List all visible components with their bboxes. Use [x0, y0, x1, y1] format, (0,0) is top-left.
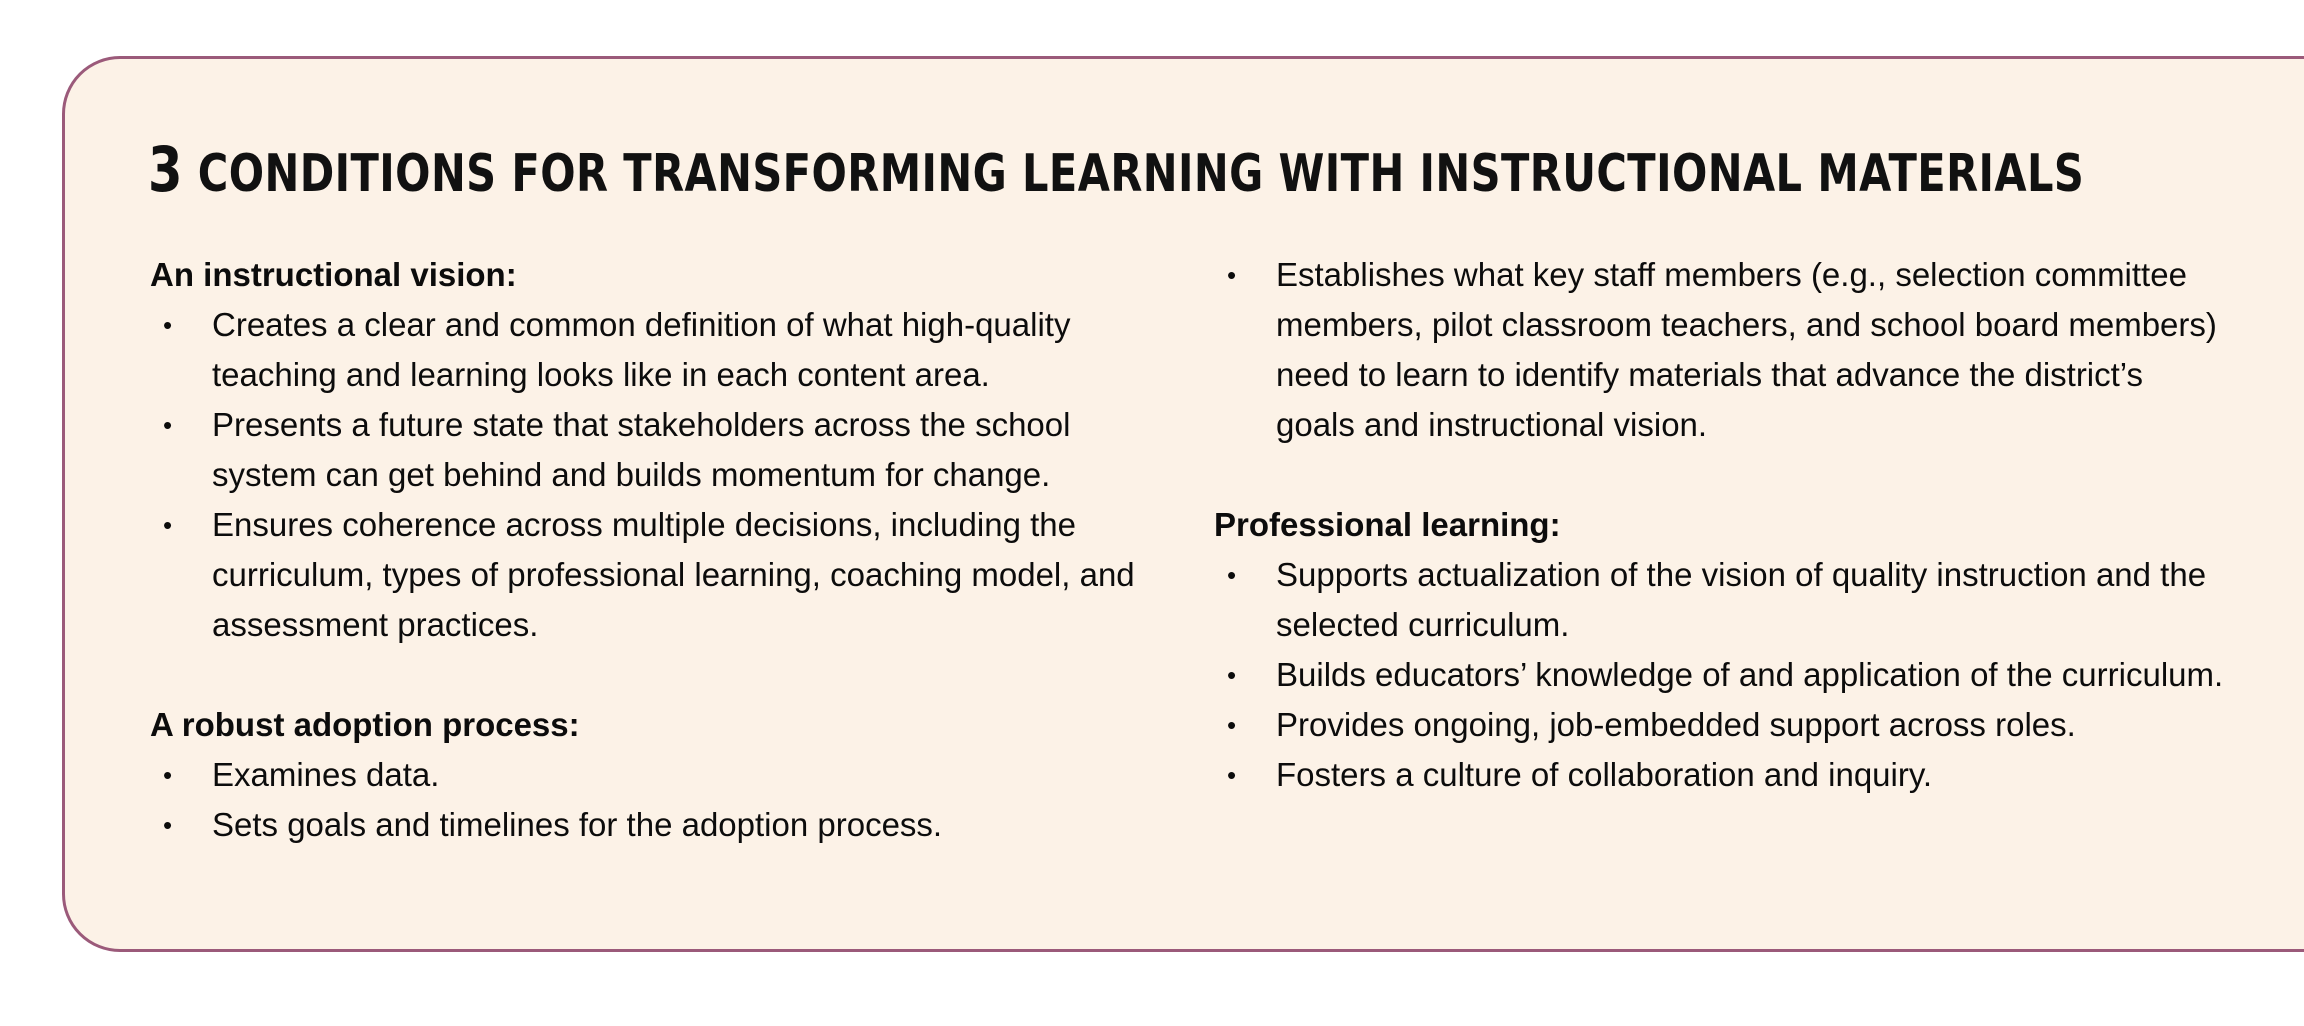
title-number: 3	[148, 133, 183, 206]
list-item-text: Builds educators’ knowledge of and application of the curriculum.	[1276, 656, 2224, 693]
list-item-text: Supports actualization of the vision of quality instruction and the selected curriculum.	[1276, 556, 2207, 643]
list-item	[1214, 550, 2224, 650]
list-item-text: Presents a future state that stakeholders across the school system can get behind and builds momentum for change.	[212, 406, 1071, 493]
list-item-text: Examines data.	[212, 756, 440, 793]
list-item	[1214, 700, 2224, 750]
left-column	[150, 250, 1170, 900]
bullet-icon: •	[1227, 560, 1237, 590]
list-item	[1214, 650, 2224, 700]
bullet-icon: •	[1227, 710, 1237, 740]
list-item	[150, 800, 1170, 850]
bullet-icon: •	[1227, 760, 1237, 790]
bullet-icon: •	[1227, 660, 1237, 690]
section-heading: A robust adoption process:	[150, 706, 580, 743]
section-professional-learning	[1214, 500, 2224, 800]
bullet-list	[1214, 550, 2224, 800]
bullet-icon: •	[163, 760, 173, 790]
section-instructional-vision	[150, 250, 1170, 650]
section-heading: Professional learning:	[1214, 506, 1561, 543]
bullet-icon: •	[163, 310, 173, 340]
bullet-icon: •	[163, 410, 173, 440]
title-text: CONDITIONS FOR TRANSFORMING LEARNING WITH INSTRUCTIONAL MATERIALS	[197, 144, 2085, 204]
section-heading: An instructional vision:	[150, 256, 517, 293]
list-item-text: Establishes what key staff members (e.g., selection committee members, pilot classroom teachers, and school board members) need to learn to identify materials that advance the district’s goals and instructional vision.	[1276, 256, 2217, 443]
section-adoption-process	[150, 700, 1170, 850]
list-item-text: Creates a clear and common definition of what high-quality teaching and learning looks like in each content area.	[212, 306, 1071, 393]
bullet-icon: •	[163, 510, 173, 540]
list-item-text: Ensures coherence across multiple decisions, including the curriculum, types of professional learning, coaching model, and assessment practices.	[212, 506, 1135, 643]
list-item	[1214, 250, 2224, 450]
list-item-text: Fosters a culture of collaboration and inquiry.	[1276, 756, 1933, 793]
list-item	[150, 750, 1170, 800]
list-item-text: Sets goals and timelines for the adoption process.	[212, 806, 943, 843]
callout-title	[148, 132, 2084, 212]
list-item	[150, 500, 1170, 650]
list-item	[1214, 750, 2224, 800]
list-item	[150, 300, 1170, 400]
bullet-list	[150, 300, 1170, 650]
bullet-icon: •	[163, 810, 173, 840]
list-item-text: Provides ongoing, job-embedded support across roles.	[1276, 706, 2076, 743]
list-item	[150, 400, 1170, 500]
bullet-list	[150, 750, 1170, 850]
bullet-icon: •	[1227, 260, 1237, 290]
section-adoption-process-continued	[1214, 250, 2224, 450]
right-column	[1214, 250, 2224, 850]
bullet-list	[1214, 250, 2224, 450]
